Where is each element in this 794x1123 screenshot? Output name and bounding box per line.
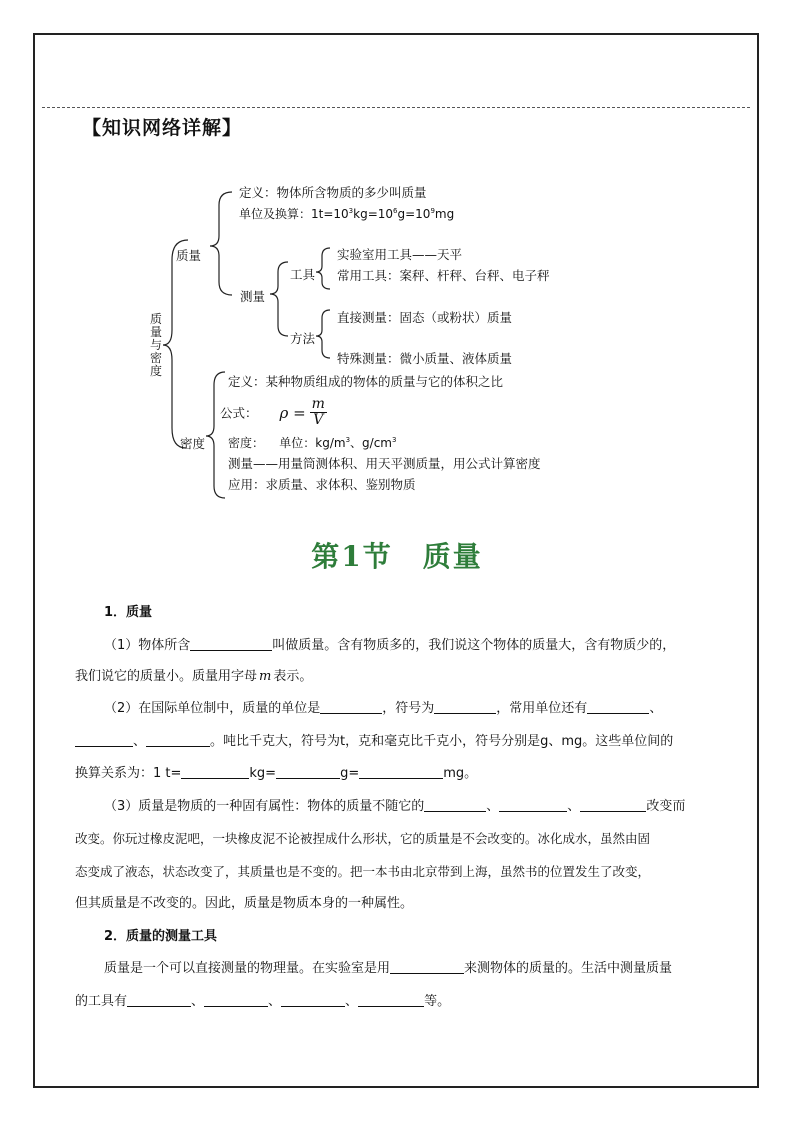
method-brace (316, 310, 330, 358)
mass-node: 质量 (176, 248, 202, 263)
paragraph-4-line-1: 质量是一个可以直接测量的物理量。在实验室是用 来测物体的质量的。生活中测量质量 (104, 953, 724, 985)
blank[interactable] (75, 730, 133, 747)
density-node: 密度 (180, 436, 206, 451)
paragraph-3-line-3: 态变成了液态，状态改变了，其质量也是不变的。把一本书由北京带到上海，虽然书的位置发生了改变， (75, 864, 651, 879)
blank[interactable] (127, 990, 191, 1007)
paragraph-1-line-1: （1）物体所含 叫做质量。含有物质多的，我们说这个物体的质量大，含有物质少的， (104, 630, 724, 662)
blank[interactable] (281, 990, 345, 1007)
blank[interactable] (359, 762, 443, 779)
tools-brace (316, 248, 330, 289)
paragraph-2-line-1: （2）在国际单位制中，质量的单位是 ，符号为 ，常用单位还有 、 (104, 693, 724, 725)
blank[interactable] (390, 957, 464, 974)
measure-brace (270, 262, 288, 336)
blank[interactable] (434, 697, 496, 714)
tool-common: 常用工具：案秤、杆秤、台秤、电子秤 (337, 268, 550, 283)
blank[interactable] (587, 697, 649, 714)
paragraph-1-line-2: 我们说它的质量小。质量用字母 m 表示。 (75, 669, 313, 684)
density-application: 应用：求质量、求体积、鉴别物质 (228, 477, 416, 492)
blank[interactable] (580, 795, 646, 812)
measure-node: 测量 (240, 289, 266, 304)
blank[interactable] (424, 795, 486, 812)
subheading-mass: 1．质量 (104, 605, 153, 620)
blank[interactable] (204, 990, 268, 1007)
mindmap-root: 质量与密度 (150, 312, 163, 378)
subheading-tools: 2．质量的测量工具 (104, 929, 218, 944)
formula-fraction: $\frac{m}{V}$ (311, 396, 325, 428)
density-measure: 测量——用量筒测体积、用天平测质量，用公式计算密度 (228, 456, 541, 471)
blank[interactable] (276, 762, 340, 779)
blank[interactable] (146, 730, 210, 747)
paragraph-2-line-3: 换算关系为：1 t= kg= g= mg。 (75, 758, 723, 790)
blank[interactable] (190, 634, 272, 651)
tool-lab: 实验室用工具——天平 (337, 247, 463, 262)
paragraph-3-line-1: （3）质量是物质的一种固有属性：物体的质量不随它的 、 、 改变而 (104, 791, 724, 823)
density-brace (206, 372, 225, 498)
density-formula: 公式： ρ = $\frac{m}{V}$ (220, 396, 325, 428)
method-node: 方法 (290, 331, 316, 346)
method-special: 特殊测量：微小质量、液体质量 (337, 351, 513, 366)
tools-node: 工具 (290, 267, 316, 282)
mass-definition: 定义：物体所含物质的多少叫质量 (239, 185, 427, 200)
paragraph-3-line-4: 但其质量是不改变的。因此，质量是物质本身的一种属性。 (75, 896, 414, 911)
page-title: 第1节 质量 (311, 540, 483, 573)
paragraph-3-line-2: 改变。你玩过橡皮泥吧，一块橡皮泥不论被捏成什么形状，它的质量是不会改变的。冰化成水，虽然由固 (75, 831, 651, 846)
density-definition: 定义：某种物质组成的物体的质量与它的体积之比 (228, 374, 504, 389)
paragraph-4-line-2: 的工具有 、 、 、 等。 (75, 986, 723, 1018)
blank[interactable] (320, 697, 382, 714)
mass-units: 单位及换算：$1t=10^3kg=10^6g=10^9mg$ (239, 207, 455, 221)
blank[interactable] (499, 795, 567, 812)
root-brace (163, 240, 188, 448)
mass-brace (210, 192, 232, 295)
density-units: 密度： 单位：$kg/m^3$、$g/cm^3$ (228, 436, 397, 450)
section-title: 【知识网络详解】 (82, 117, 243, 139)
method-direct: 直接测量：固态（或粉状）质量 (337, 310, 513, 325)
blank[interactable] (358, 990, 424, 1007)
blank[interactable] (181, 762, 249, 779)
paragraph-2-line-2: 、 。吨比千克大，符号为t，克和毫克比千克小，符号分别是g、mg。这些单位间的 (75, 726, 723, 758)
